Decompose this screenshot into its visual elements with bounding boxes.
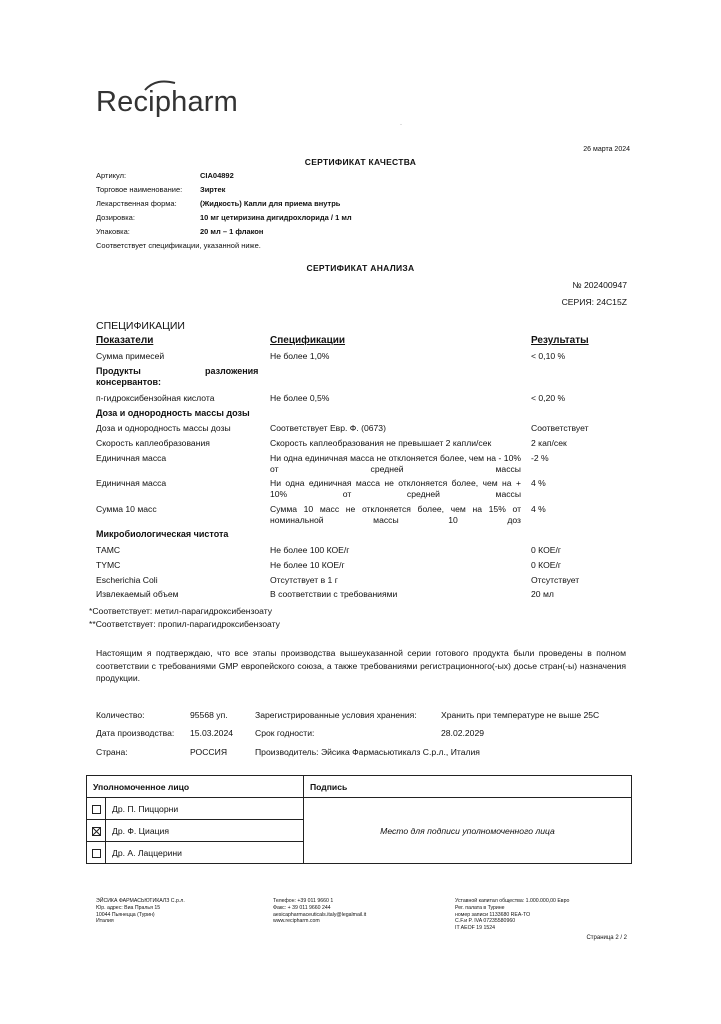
manufacturer: Производитель: Эйсика Фармасьютикалз С.р.л., Италия <box>255 747 480 757</box>
row-ecoli-spec: Отсутствует в 1 г <box>270 575 338 585</box>
package-label: Упаковка: <box>96 227 130 236</box>
person-1-name: Др. П. Пиццорни <box>106 798 304 820</box>
row-impurities-spec: Не более 1,0% <box>270 351 330 361</box>
page-number: Страница 2 / 2 <box>586 935 627 941</box>
row-single-mass-1-name: Единичная масса <box>96 453 167 463</box>
row-single-mass-2-result: 4 % <box>531 478 546 488</box>
person-2-name: Др. Ф. Циация <box>106 820 304 842</box>
country-label: Страна: <box>96 747 128 757</box>
row-tymc-result: 0 КОЕ/г <box>531 560 562 570</box>
package-value: 20 мл – 1 флакон <box>200 227 264 236</box>
dosage-form-label: Лекарственная форма: <box>96 199 177 208</box>
footer-registration <box>455 898 625 932</box>
recipharm-logo: Recipharm <box>96 86 239 118</box>
row-volume-name: Извлекаемый объем <box>96 589 179 599</box>
row-drop-rate-name: Скорость каплеобразования <box>96 438 210 448</box>
quality-certificate-title: СЕРТИФИКАТ КАЧЕСТВА <box>304 157 417 167</box>
footer-website-link[interactable]: www.recipharm.com <box>273 918 320 925</box>
trade-name-value: Зиртек <box>200 185 226 194</box>
row-single-mass-2-spec: Ни одна единичная масса не отклоняется более, чем на + 10% от средней массы <box>270 478 521 499</box>
row-tamc-result: 0 КОЕ/г <box>531 545 562 555</box>
page-mark: · <box>400 122 402 128</box>
row-tamc-spec: Не более 100 КОЕ/г <box>270 545 350 555</box>
preservatives-label-part3: консервантов: <box>96 377 161 387</box>
row-single-mass-1-spec: Ни одна единичная масса не отклоняется более, чем на - 10% от средней массы <box>270 453 521 474</box>
signature-table <box>86 775 632 864</box>
column-signature: Подпись <box>303 776 631 798</box>
row-ecoli-result: Отсутствует <box>531 575 580 585</box>
article-value: CIA04892 <box>200 171 234 180</box>
certificate-number: № 202400947 <box>572 280 627 290</box>
row-sum10-spec: Сумма 10 масс не отклоняется более, чем на 15% от номинальной массы 10 доз <box>270 504 521 525</box>
footer-company <box>96 898 246 925</box>
storage-label: Зарегистрированные условия хранения: <box>255 710 417 720</box>
row-single-mass-1-result: -2 % <box>531 453 549 463</box>
footer-right-line: Уставной капитал общества: 1.000.000,00 Евро <box>455 898 570 904</box>
checkbox-checked-icon[interactable] <box>92 827 101 836</box>
footer-left-line: Юр. адрес: Виа Пралья 15 <box>96 904 161 911</box>
footnote-1: *Соответствует: метил-парагидроксибензоату <box>89 606 273 616</box>
header-result: Результаты <box>531 335 589 346</box>
row-impurities-name: Сумма примесей <box>96 351 165 361</box>
analysis-certificate-title: СЕРТИФИКАТ АНАЛИЗА <box>306 263 415 273</box>
row-dose-name: Доза и однородность массы дозы <box>96 423 231 433</box>
footnote-2: **Соответствует: пропил-парагидроксибензоату <box>89 619 280 629</box>
footer-email-link[interactable]: aesicapharmaceuticals.italy@legalmail.it <box>273 911 367 918</box>
production-date-label: Дата производства: <box>96 728 175 738</box>
specs-title: СПЕЦИФИКАЦИИ <box>96 320 185 332</box>
footer-right-line: Рег. палата в Турине <box>455 904 505 911</box>
expiry-value: 28.02.2029 <box>441 728 485 738</box>
row-drop-rate-spec: Скорость каплеобразования не превышает 2 капли/сек <box>270 438 492 448</box>
micro-section-title: Микробиологическая чистота <box>96 529 229 539</box>
row-ecoli-name: Escherichia Coli <box>96 575 158 585</box>
footer-left-line: ЭЙСИКА ФАРМАСЬЮТИКАЛЗ С.р.л. <box>96 898 185 904</box>
footer-contacts <box>273 898 433 925</box>
country-value: РОССИЯ <box>190 747 228 757</box>
person-1-checkbox-cell[interactable] <box>87 798 106 820</box>
row-hydroxybenzoic-name: п-гидроксибензойная кислота <box>96 393 215 403</box>
row-hydroxybenzoic-spec: Не более 0,5% <box>270 393 330 403</box>
checkbox-empty-icon[interactable] <box>92 805 101 814</box>
row-drop-rate-result: 2 кап/сек <box>531 438 567 448</box>
compliance-statement: Соответствует спецификации, указанной ниже. <box>96 241 261 250</box>
footer-phone: Телефон: +39 011 9660 1 <box>273 898 334 904</box>
dose-section-title: Доза и однородность массы дозы <box>96 408 250 418</box>
person-2-checkbox-cell[interactable] <box>87 820 106 842</box>
production-date-value: 15.03.2024 <box>190 728 234 738</box>
quantity-label: Количество: <box>96 710 145 720</box>
expiry-label: Срок годности: <box>255 728 315 738</box>
row-sum10-result: 4 % <box>531 504 546 514</box>
column-authorized-person: Уполномоченное лицо <box>87 776 304 798</box>
row-volume-spec: В соответствии с требованиями <box>270 589 398 599</box>
footer-right-line: C.F.и P. IVA 07235580960 <box>455 918 516 925</box>
row-tamc-name: ТАМС <box>96 545 121 555</box>
footer-right-line: номер записи 1133680 REA-TO <box>455 911 531 918</box>
footer-fax: Факс: + 39 011 9660 244 <box>273 904 331 911</box>
gmp-statement: Настоящим я подтверждаю, что все этапы производства вышеуказанной серии готового продукта были проведены в полном соответствии с требованиями GMP европейского союза, а также требованиями регистрационного(-ых) досье стран(-ы) назначения продукции. <box>96 648 626 683</box>
row-volume-result: 20 мл <box>531 589 554 599</box>
series-number: СЕРИЯ: 24C15Z <box>561 297 627 307</box>
footer-right-line: IT AEOF 19 1524 <box>455 925 495 932</box>
footer-left-line: 10044 Пьянецца (Турин) <box>96 911 155 918</box>
signature-placeholder[interactable]: Место для подписи уполномоченного лица <box>303 798 631 864</box>
person-3-name: Др. А. Лаццерини <box>106 842 304 864</box>
footer-left-line: Италия <box>96 918 114 925</box>
storage-value: Хранить при температуре не выше 25С <box>441 710 600 720</box>
quantity-value: 95568 уп. <box>190 710 228 720</box>
logo-swash-icon <box>143 79 179 93</box>
row-impurities-result: < 0,10 % <box>531 351 566 361</box>
preservatives-label-part1: Продукты <box>96 366 141 376</box>
dosage-label: Дозировка: <box>96 213 135 222</box>
dosage-value: 10 мг цетиризина дигидрохлорида / 1 мл <box>200 213 352 222</box>
article-label: Артикул: <box>96 171 127 180</box>
row-dose-spec: Соответствует Евр. Ф. (0673) <box>270 423 386 433</box>
person-3-checkbox-cell[interactable] <box>87 842 106 864</box>
row-sum10-name: Сумма 10 масс <box>96 504 157 514</box>
row-tymc-spec: Не более 10 КОЕ/г <box>270 560 345 570</box>
row-dose-result: Соответствует <box>531 423 589 433</box>
row-tymc-name: ТYМС <box>96 560 121 570</box>
header-indicator: Показатели <box>96 335 154 346</box>
dosage-form-value: (Жидкость) Капли для приема внутрь <box>200 199 341 208</box>
document-date: 26 марта 2024 <box>583 146 630 153</box>
row-single-mass-2-name: Единичная масса <box>96 478 167 488</box>
preservatives-label-part2: разложения <box>205 366 259 376</box>
checkbox-empty-icon[interactable] <box>92 849 101 858</box>
row-hydroxybenzoic-result: < 0,20 % <box>531 393 566 403</box>
header-spec: Спецификации <box>270 335 346 346</box>
trade-name-label: Торговое наименование: <box>96 185 183 194</box>
